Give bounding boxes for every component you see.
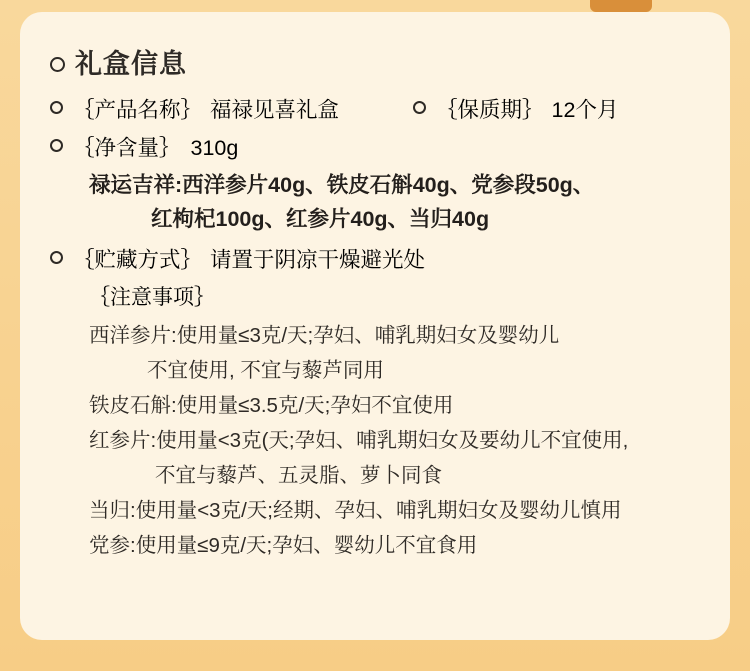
circle-bullet-icon xyxy=(50,57,65,72)
notice-line: 铁皮石斛:使用量≤3.5克/天;孕妇不宜使用 xyxy=(89,394,454,417)
notice-line: 不宜与藜芦、五灵脂、萝卜同食 xyxy=(155,464,442,487)
circle-bullet-icon xyxy=(50,101,63,114)
circle-bullet-icon xyxy=(50,251,63,264)
product-name-row xyxy=(50,92,700,128)
gift-box-info-card xyxy=(20,12,730,640)
storage-row xyxy=(50,242,700,278)
composition-line-2: 红枸杞100g、红参片40g、当归40g xyxy=(151,207,490,231)
notice-line: 红参片:使用量<3克(天;孕妇、哺乳期妇女及要幼儿不宜使用, xyxy=(89,429,629,452)
shelf-life-value: 12个月 xyxy=(551,98,619,122)
circle-bullet-icon xyxy=(50,139,63,152)
circle-bullet-icon xyxy=(413,101,426,114)
notice-heading: ｛注意事项｝ xyxy=(89,286,215,309)
notice-block xyxy=(89,318,700,563)
composition-line-1: 禄运吉祥:西洋参片40g、铁皮石斛40g、党参段50g、 xyxy=(89,173,595,197)
composition-block xyxy=(89,168,700,236)
net-content-value: 310g xyxy=(190,136,239,160)
shelf-life-label: ｛保质期｝ xyxy=(436,98,544,122)
storage-value: 请置于阴凉干燥避光处 xyxy=(210,248,426,272)
page-title: 礼盒信息 xyxy=(75,49,187,79)
decorative-tab xyxy=(590,0,652,12)
product-name-value: 福禄见喜礼盒 xyxy=(210,98,340,122)
net-content-row xyxy=(50,130,700,166)
section-title-row xyxy=(50,46,700,82)
net-content-label: ｛净含量｝ xyxy=(73,136,181,160)
product-name-label: ｛产品名称｝ xyxy=(73,98,203,122)
storage-label: ｛贮藏方式｝ xyxy=(73,248,203,272)
notice-line: 当归:使用量<3克/天;经期、孕妇、哺乳期妇女及婴幼儿慎用 xyxy=(89,499,622,522)
notice-line: 不宜使用, 不宜与藜芦同用 xyxy=(147,359,384,382)
notice-line: 党参:使用量≤9克/天;孕妇、婴幼儿不宜食用 xyxy=(89,534,478,557)
notice-line: 西洋参片:使用量≤3克/天;孕妇、哺乳期妇女及婴幼儿 xyxy=(89,324,560,347)
